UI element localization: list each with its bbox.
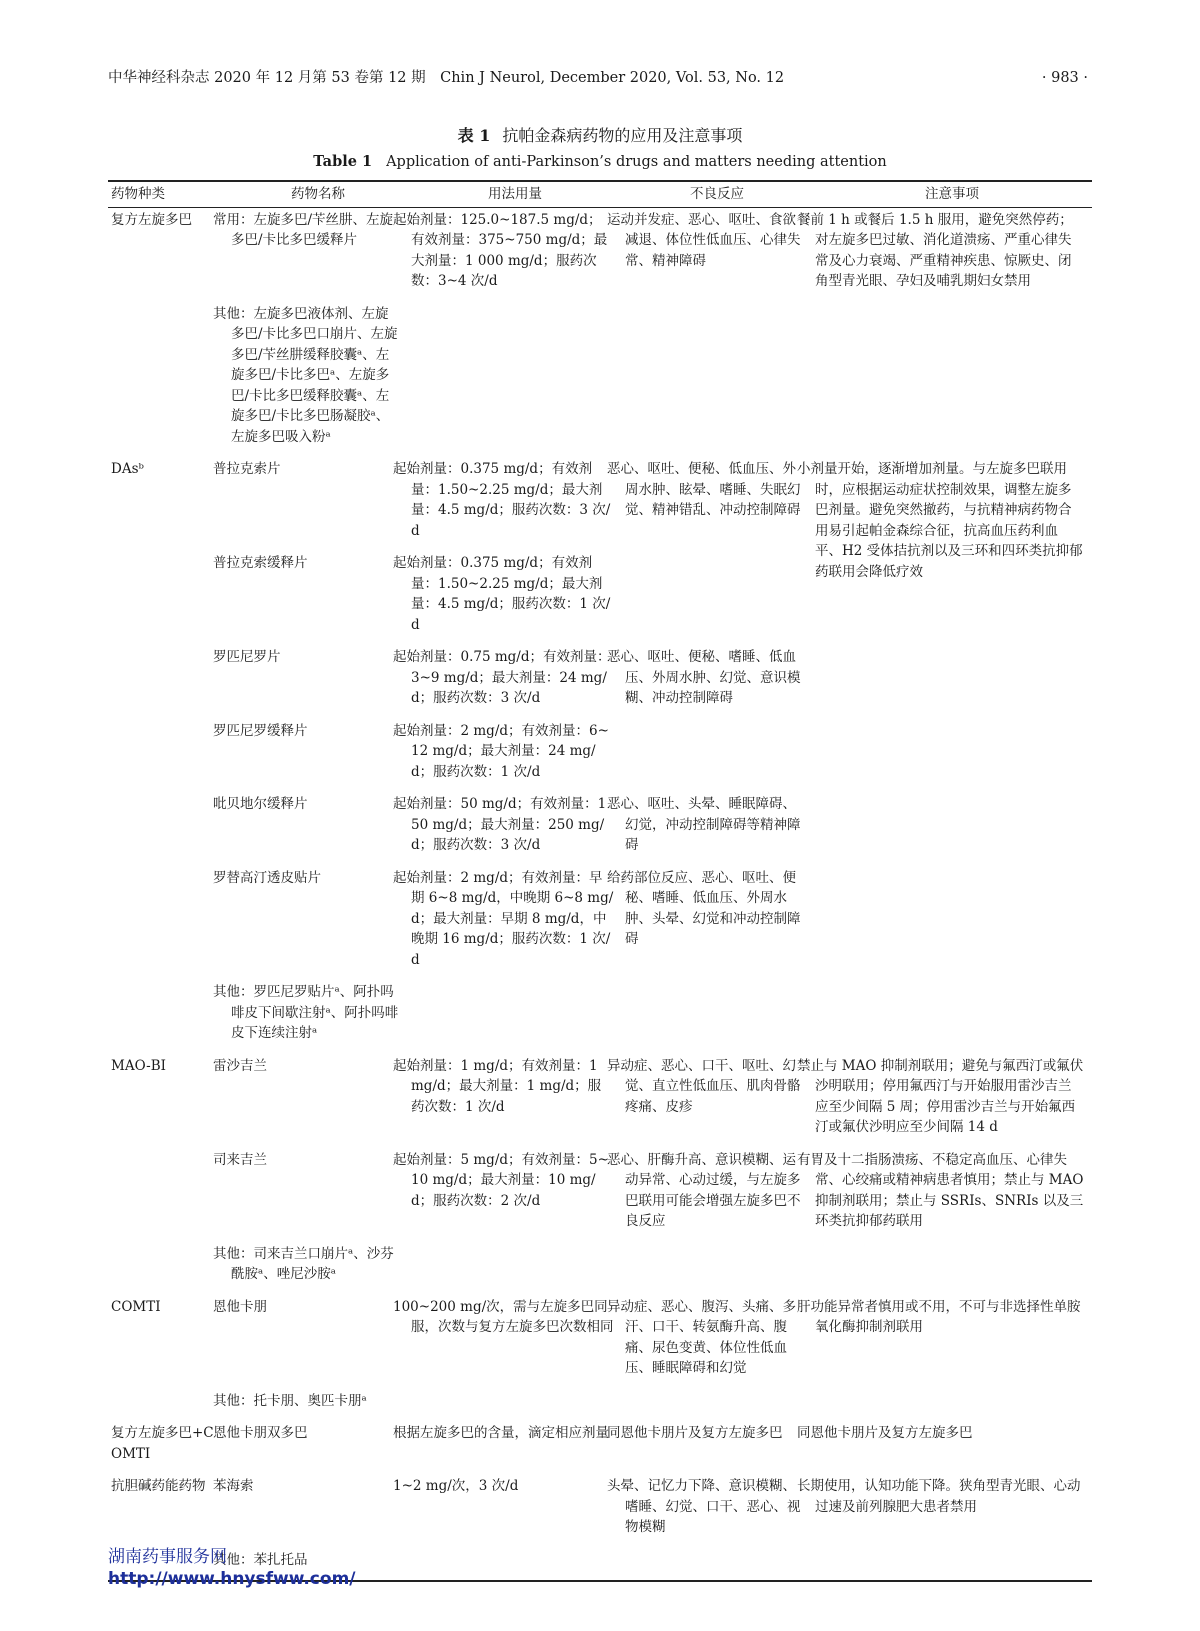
drug-cell: 苯海索 — [213, 1478, 254, 1494]
category-cell — [108, 645, 228, 719]
adverse-cell: 运动并发症、恶心、呕吐、食欲减退、体位性低血压、心律失常、精神障碍 — [607, 211, 801, 269]
adverse-cell: 异动症、恶心、口干、呕吐、幻觉、直立性低血压、肌肉骨骼疼痛、皮疹 — [607, 1057, 801, 1115]
drug-cell: 其他：左旋多巴液体剂、左旋多巴/卡比多巴口崩片、左旋多巴/苄丝肼缓释胶囊ᵃ、左旋多巴/卡比多巴ᵃ、左旋多巴/卡比多巴缓释胶囊ᵃ、左旋多巴/卡比多巴肠凝胶ᵃ、左旋多巴吸入粉ᵃ — [213, 305, 398, 445]
dosage-cell: 起始剂量：2 mg/d；有效剂量：早期 6~8 mg/d，中晚期 6~8 mg/d；最大剂量：早期 8 mg/d，中晚期 16 mg/d；服药次数：1 次/d — [393, 869, 614, 968]
category-cell — [108, 1148, 228, 1242]
drug-cell: 罗匹尼罗缓释片 — [213, 722, 308, 739]
dosage-cell: 起始剂量：0.375 mg/d；有效剂量：1.50~2.25 mg/d；最大剂量：4.5 mg/d；服药次数：1 次/d — [393, 555, 611, 633]
table-row — [108, 1474, 1092, 1548]
table-header-row — [108, 181, 1092, 207]
journal-header: 中华神经科杂志 2020 年 12 月第 53 卷第 12 期 Chin J Neurol, December 2020, Vol. 53, No. 12 — [108, 70, 785, 86]
drug-cell: 其他：司来吉兰口崩片ᵃ、沙芬酰胺ᵃ、唑尼沙胺ᵃ — [213, 1245, 394, 1282]
table-row — [108, 1242, 1092, 1295]
notes-cell: 肝功能异常者慎用或不用，不可与非选择性单胺氧化酶抑制剂联用 — [797, 1298, 1081, 1335]
adverse-cell: 恶心、呕吐、头晕、睡眠障碍、幻觉，冲动控制障碍等精神障碍 — [607, 796, 801, 853]
column-header: 注意事项 — [812, 181, 1092, 207]
adverse-cell — [622, 1548, 812, 1582]
site-watermark — [108, 1546, 356, 1590]
category-cell — [108, 302, 228, 458]
table-title-cn — [108, 124, 1092, 148]
table-label-cn: 表 1 — [457, 126, 491, 145]
adverse-cell — [622, 1242, 812, 1295]
notes-cell — [812, 1242, 1092, 1295]
dosage-cell: 起始剂量：5 mg/d；有效剂量：5~10 mg/d；最大剂量：10 mg/d；服药次数：2 次/d — [393, 1151, 609, 1209]
dosage-cell — [408, 1242, 622, 1295]
drug-cell: 吡贝地尔缓释片 — [213, 796, 308, 812]
notes-cell: 长期使用，认知功能下降。狭角型青光眼、心动过速及前列腺肥大患者禁用 — [797, 1478, 1081, 1515]
watermark-url-link[interactable]: http://www.hnysfww.com/ — [108, 1569, 356, 1589]
dosage-cell: 根据左旋多巴的含量，滴定相应剂量 — [393, 1425, 609, 1441]
category-cell: 复方左旋多巴+COMTI — [111, 1425, 214, 1462]
table-text-en: Application of anti-Parkinson’s drugs and matters needing attention — [386, 154, 887, 170]
table-row — [108, 1421, 1092, 1474]
adverse-cell — [622, 1389, 812, 1422]
drug-cell: 恩他卡朋双多巴 — [213, 1425, 308, 1441]
column-header: 不良反应 — [622, 181, 812, 207]
dosage-cell — [408, 1548, 622, 1582]
table-text-cn: 抗帕金森病药物的应用及注意事项 — [502, 126, 743, 145]
notes-cell: 小剂量开始，逐渐增加剂量。与左旋多巴联用时，应根据运动症状控制效果，调整左旋多巴剂量。避免突然撤药，与抗精神病药物合用易引起帕金森综合征，抗高血压药利血平、H2 受体拮抗剂以及三环和四环类抗抑郁药联用会降低疗效 — [797, 461, 1083, 580]
adverse-cell — [622, 719, 812, 793]
adverse-cell — [622, 302, 812, 458]
category-cell: COMTI — [111, 1298, 161, 1315]
drug-cell: 普拉克索片 — [213, 461, 281, 477]
drug-cell: 恩他卡朋 — [213, 1298, 267, 1315]
notes-cell: 有胃及十二指肠溃疡、不稳定高血压、心律失常、心绞痛或精神病患者慎用；禁止与 MAO 抑制剂联用；禁止与 SSRIs、SNRIs 以及三环类抗抑郁药联用 — [797, 1151, 1084, 1229]
table-caption — [108, 124, 1092, 173]
category-cell: 复方左旋多巴 — [111, 211, 192, 228]
dosage-cell: 100~200 mg/次，需与左旋多巴同服，次数与复方左旋多巴次数相同 — [393, 1298, 614, 1335]
category-cell — [108, 1242, 228, 1295]
table-title-en — [108, 151, 1092, 173]
dosage-cell: 起始剂量：50 mg/d；有效剂量：150 mg/d；最大剂量：250 mg/d；服药次数：3 次/d — [393, 796, 607, 853]
dosage-cell: 起始剂量：0.375 mg/d；有效剂量：1.50~2.25 mg/d；最大剂量：4.5 mg/d；服药次数：3 次/d — [393, 461, 611, 539]
notes-cell: 禁止与 MAO 抑制剂联用；避免与氟西汀或氟伏沙明联用；停用氟西汀与开始服用雷沙吉兰应至少间隔 5 周；停用雷沙吉兰与开始氟西汀或氟伏沙明应至少间隔 14 d — [797, 1057, 1084, 1135]
adverse-cell: 恶心、呕吐、便秘、低血压、外周水肿、眩晕、嗜睡、失眠幻觉、精神错乱、冲动控制障碍 — [607, 461, 801, 518]
column-header: 药物种类 — [108, 181, 228, 207]
table-row — [108, 1389, 1092, 1422]
notes-cell — [812, 1548, 1092, 1582]
adverse-cell — [622, 551, 812, 645]
dosage-cell: 起始剂量：1 mg/d；有效剂量：1 mg/d；最大剂量：1 mg/d；服药次数：1 次/d — [393, 1057, 602, 1115]
notes-cell: 餐前 1 h 或餐后 1.5 h 服用，避免突然停药；对左旋多巴过敏、消化道溃疡、严重心律失常及心力衰竭、严重精神疾患、惊厥史、闭角型青光眼、孕妇及哺乳期妇女禁用 — [797, 211, 1073, 289]
adverse-cell: 恶心、肝酶升高、意识模糊、运动异常、心动过缓，与左旋多巴联用可能会增强左旋多巴不良反应 — [607, 1151, 801, 1229]
category-cell — [108, 551, 228, 645]
watermark-site-name: 湖南药事服务网 — [108, 1547, 227, 1567]
notes-cell: 同恩他卡朋片及复方左旋多巴 — [797, 1425, 973, 1441]
dosage-cell: 起始剂量：2 mg/d；有效剂量：6~12 mg/d；最大剂量：24 mg/d；服药次数：1 次/d — [393, 722, 609, 780]
notes-cell — [812, 1389, 1092, 1422]
table-row — [108, 457, 1092, 551]
drug-cell: 普拉克索缓释片 — [213, 555, 308, 571]
category-cell — [108, 792, 228, 866]
category-cell: MAO-BI — [111, 1057, 166, 1074]
dosage-cell: 起始剂量：125.0~187.5 mg/d；有效剂量：375~750 mg/d；最大剂量：1 000 mg/d；服药次数：3~4 次/d — [393, 211, 608, 289]
table-row — [108, 302, 1092, 458]
category-cell: 抗胆碱药能药物 — [111, 1478, 206, 1494]
table-row — [108, 1148, 1092, 1242]
dosage-cell — [408, 1389, 622, 1422]
drug-cell: 罗替高汀透皮贴片 — [213, 869, 321, 886]
adverse-cell: 同恩他卡朋片及复方左旋多巴 — [607, 1425, 783, 1441]
adverse-cell: 头晕、记忆力下降、意识模糊、嗜睡、幻觉、口干、恶心、视物模糊 — [607, 1478, 801, 1535]
category-cell — [108, 1389, 228, 1422]
column-header: 药物名称 — [228, 181, 408, 207]
table-row — [108, 1295, 1092, 1389]
dosage-cell: 1~2 mg/次，3 次/d — [393, 1478, 519, 1494]
category-cell — [108, 980, 228, 1054]
table-row — [108, 1054, 1092, 1148]
adverse-cell: 恶心、呕吐、便秘、嗜睡、低血压、外周水肿、幻觉、意识模糊、冲动控制障碍 — [607, 649, 801, 706]
drug-cell: 其他：托卡朋、奥匹卡朋ᵃ — [213, 1392, 367, 1409]
table-label-en: Table 1 — [313, 153, 373, 170]
adverse-cell: 给药部位反应、恶心、呕吐、便秘、嗜睡、低血压、外周水肿、头晕、幻觉和冲动控制障碍 — [607, 869, 801, 947]
drug-cell: 雷沙吉兰 — [213, 1057, 267, 1074]
drug-table — [108, 180, 1092, 1582]
dosage-cell — [408, 302, 622, 458]
drug-cell: 司来吉兰 — [213, 1151, 267, 1168]
drug-cell: 其他：罗匹尼罗贴片ᵃ、阿扑吗啡皮下间歇注射ᵃ、阿扑吗啡皮下连续注射ᵃ — [213, 984, 399, 1041]
drug-cell: 罗匹尼罗片 — [213, 649, 281, 665]
category-cell — [108, 719, 228, 793]
column-header: 用法用量 — [408, 181, 622, 207]
drug-cell: 其他：苯扎托品 — [228, 1548, 408, 1582]
dosage-cell — [408, 980, 622, 1054]
adverse-cell: 异动症、恶心、腹泻、头痛、多汗、口干、转氨酶升高、腹痛、尿色变黄、体位性低血压、睡眠障碍和幻觉 — [607, 1298, 796, 1376]
adverse-cell — [622, 980, 812, 1054]
drug-cell: 常用：左旋多巴/苄丝肼、左旋多巴/卡比多巴缓释片 — [213, 211, 394, 248]
dosage-cell: 起始剂量：0.75 mg/d；有效剂量：3~9 mg/d；最大剂量：24 mg/d；服药次数：3 次/d — [393, 649, 611, 706]
running-header — [108, 66, 1088, 90]
category-cell — [108, 866, 228, 981]
page-number: · 983 · — [1041, 70, 1088, 86]
category-cell: DAsᵇ — [111, 461, 144, 477]
notes-cell — [812, 302, 1092, 458]
table-row — [108, 207, 1092, 302]
